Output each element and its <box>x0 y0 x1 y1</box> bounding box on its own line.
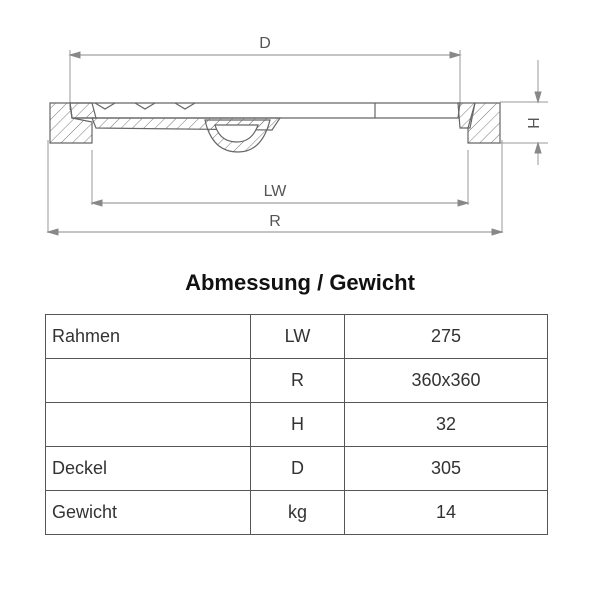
part-cell <box>46 403 251 447</box>
part-cell: Gewicht <box>46 491 251 535</box>
part-cell <box>46 359 251 403</box>
table-row <box>46 491 548 535</box>
value-cell: 32 <box>345 403 548 447</box>
part-cell: Rahmen <box>46 315 251 359</box>
symbol-cell: LW <box>251 315 345 359</box>
value-cell: 305 <box>345 447 548 491</box>
value-cell: 275 <box>345 315 548 359</box>
dim-h-label: H <box>524 117 541 129</box>
section-title: Abmessung / Gewicht <box>185 270 415 295</box>
symbol-cell: R <box>251 359 345 403</box>
specification-table <box>45 314 548 535</box>
table-row <box>46 315 548 359</box>
symbol-cell: kg <box>251 491 345 535</box>
value-cell: 14 <box>345 491 548 535</box>
symbol-cell: H <box>251 403 345 447</box>
dim-d-label: D <box>259 35 271 52</box>
part-cell: Deckel <box>46 447 251 491</box>
table-row <box>46 403 548 447</box>
dim-lw-label: LW <box>263 183 287 200</box>
value-cell: 360x360 <box>345 359 548 403</box>
cross-section-drawing <box>0 0 600 250</box>
dim-r-label: R <box>269 213 281 230</box>
table-row <box>46 447 548 491</box>
table-row <box>46 359 548 403</box>
symbol-cell: D <box>251 447 345 491</box>
